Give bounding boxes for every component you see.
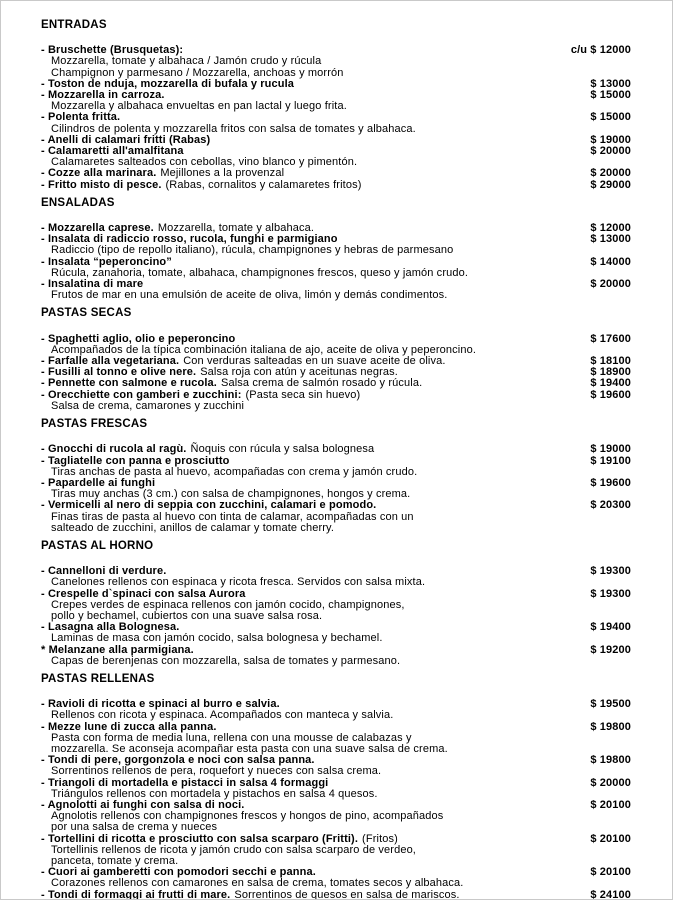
menu-item-price: $ 13000 [590,77,631,90]
menu-item [41,45,631,79]
menu-section [41,20,631,191]
menu-item-description: Triángulos rellenos con mortadela y pistachos en salsa 4 quesos. [51,787,378,800]
menu-section [41,541,631,667]
menu-item-description: Crepes verdes de espinaca rellenos con jamón cocido, champignones, [51,598,405,611]
menu-item-inline: Ñoquis con rúcula y salsa bolognesa [190,443,375,456]
menu-item-name: - Vermicelli al nero di seppia con zucchini, calamari e pomodo. [41,499,377,512]
menu-item-description: Capas de berenjenas con mozzarella, salsa de tomates y parmesano. [51,654,401,667]
menu-item [41,699,631,721]
menu-item-name: - Mezze lune di zucca alla panna. [41,720,217,733]
menu-item-line [41,112,631,123]
menu-item-price: $ 20000 [590,145,631,158]
menu-item-price: $ 20100 [590,798,631,811]
menu-item-name: * Melanzane alla parmigiana. [41,643,194,656]
menu-item-name: - Fritto misto di pesce. [41,178,162,191]
section-title: ENSALADAS [41,196,115,209]
section-items [41,334,631,412]
menu-item-name: - Farfalle alla vegetariana. [41,355,180,368]
menu-item-price: $ 19300 [590,587,631,600]
menu-item [41,566,631,588]
menu-item-name: - Polenta fritta. [41,111,121,124]
menu-item-name: - Cannelloni di verdure. [41,565,167,578]
menu-item-description: Rúcula, zanahoria, tomate, albahaca, champignones frescos, queso y jamón crudo. [51,266,469,279]
menu-item-price: $ 29000 [590,178,631,191]
menu-item-line [41,500,631,511]
menu-item-inline: (Pasta seca sin huevo) [245,388,361,401]
menu-item-description: Agnolotis rellenos con champignones frescos y hongos de pino, acompañados [51,810,444,823]
menu-item-name: - Pennette con salmone e rucola. [41,377,217,390]
menu-item [41,90,631,112]
menu-section [41,419,631,534]
section-items [41,566,631,667]
menu-item-description: salteado de zucchini, anillos de calamar y tomate cherry. [51,521,335,534]
menu-item-price: $ 20100 [590,832,631,845]
menu-item-inline: Con verduras salteadas en un suave aceite de oliva. [183,355,446,368]
menu-item-description: pollo y bechamel, cubiertos con una suave salsa rosa. [51,609,323,622]
menu-item-name: - Mozzarella in carroza. [41,89,165,102]
menu-item-name: - Triangoli di mortadella e pistacci in salsa 4 formaggi [41,776,329,789]
menu-item-description: Canelones rellenos con espinaca y ricota fresca. Servidos con salsa mixta. [51,576,426,589]
menu-item [41,180,631,191]
menu-item-description: Tiras muy anchas (3 cm.) con salsa de champignones, hongos y crema. [51,488,411,501]
menu-item-price: c/u $ 12000 [570,44,631,57]
menu-item-name: - Ravioli di ricotta e spinaci al burro e salvia. [41,698,280,711]
menu-item [41,146,631,168]
menu-item-description: Frutos de mar en una emulsión de aceite de oliva, limón y demás condimentos. [51,289,448,302]
menu-item-price: $ 13000 [590,233,631,246]
menu-item-name: - Cuori ai gamberetti con pomodori secchi e panna. [41,866,316,879]
menu-item [41,589,631,623]
menu-item-price: $ 19800 [590,720,631,733]
menu [41,20,631,900]
menu-item [41,622,631,644]
menu-item-price: $ 19600 [590,476,631,489]
menu-item [41,444,631,455]
menu-item-price: $ 20300 [590,499,631,512]
menu-item-name: - Cozze alla marinara. [41,167,157,180]
menu-item-inline: (Rabas, cornalitos y calamaretes fritos) [165,178,362,191]
section-title: ENTRADAS [41,19,107,31]
menu-item [41,390,631,412]
menu-item-price: $ 15000 [590,89,631,102]
menu-item [41,867,631,889]
menu-item-price: $ 15000 [590,111,631,124]
menu-item-line [41,180,631,191]
menu-item-inline: (Fritos) [362,832,398,845]
menu-item-description: Mozzarella y albahaca envueltas en pan lactal y luego frita. [51,100,347,113]
menu-item-price: $ 20000 [590,167,631,180]
menu-item-line [41,168,631,179]
menu-item-inline: Sorrentinos de quesos en salsa de mariscos. [234,888,460,900]
menu-section [41,674,631,900]
menu-item [41,112,631,134]
menu-item-price: $ 19400 [590,621,631,634]
menu-item-description: por una salsa de crema y nueces [51,821,218,834]
menu-item-line [41,444,631,455]
section-items [41,699,631,900]
menu-item [41,456,631,478]
menu-item-name: - Tondi di formaggi ai frutti di mare. [41,888,231,900]
section-title: PASTAS AL HORNO [41,539,154,552]
menu-item-name: - Toston de nduja, mozzarella di bufala y rucula [41,77,295,90]
menu-item-name: - Insalata di radiccio rosso, rucola, funghi e parmigiano [41,233,338,246]
menu-item-name: - Crespelle d`spinaci con salsa Aurora [41,587,246,600]
menu-item-name: - Tagliatelle con panna e prosciutto [41,454,230,467]
menu-item-name: - Agnolotti ai funghi con salsa di noci. [41,798,245,811]
menu-item-name: - Spaghetti aglio, olio e peperoncino [41,332,236,345]
menu-item-description: Calamaretes salteados con cebollas, vino blanco y pimentón. [51,156,358,169]
menu-item [41,500,631,534]
menu-item [41,800,631,834]
menu-item-name: - Bruschette (Brusquetas): [41,44,184,57]
menu-item-price: $ 12000 [590,222,631,235]
menu-item-price: $ 20000 [590,278,631,291]
section-title: PASTAS FRESCAS [41,418,148,431]
section-items [41,45,631,191]
menu-item-name: - Tondi di pere, gorgonzola e noci con salsa panna. [41,754,315,767]
menu-item [41,890,631,900]
menu-item [41,834,631,868]
menu-item-line [41,378,631,389]
menu-item-description: Rellenos con ricota y espinaca. Acompañados con manteca y salvia. [51,709,394,722]
menu-item [41,168,631,179]
menu-item-description: mozzarella. Se aconseja acompañar esta pasta con una suave salsa de crema. [51,742,448,755]
menu-item-description: Tortellinis rellenos de ricota y jamón crudo con salsa scarparo de verdeo, [51,843,417,856]
menu-item-price: $ 18900 [590,366,631,379]
menu-item-description: Corazones rellenos con camarones en salsa de crema, tomates secos y albahaca. [51,877,464,890]
menu-item-inline: Salsa roja con atún y aceitunas negras. [200,366,398,379]
menu-item-inline: Salsa crema de salmón rosado y rúcula. [221,377,423,390]
menu-item-description: Cilindros de polenta y mozzarella fritos con salsa de tomates y albahaca. [51,122,416,135]
menu-item-description: panceta, tomate y crema. [51,855,179,867]
menu-item [41,478,631,500]
menu-item [41,234,631,256]
menu-item [41,778,631,800]
menu-item-name: - Orecchiette con gamberi e zucchini: [41,388,242,401]
menu-section [41,198,631,302]
menu-item-price: $ 19200 [590,643,631,656]
menu-item-name: - Lasagna alla Bolognesa. [41,621,180,634]
menu-item-price: $ 17600 [590,332,631,345]
menu-item-name: - Mozzarella caprese. [41,222,154,235]
menu-item-name: - Papardelle ai funghi [41,476,156,489]
menu-item-price: $ 20000 [590,776,631,789]
section-title: PASTAS SECAS [41,307,132,320]
menu-item-name: - Insalatina di mare [41,278,144,291]
menu-item-name: - Calamaretti all'amalfitana [41,145,184,158]
menu-item [41,755,631,777]
menu-item-price: $ 14000 [590,255,631,268]
menu-item-description: Pasta con forma de media luna, rellena con una mousse de calabazas y [51,731,412,744]
menu-item-price: $ 19100 [590,454,631,467]
menu-item-line [41,890,631,900]
menu-item [41,378,631,389]
menu-item-description: Finas tiras de pasta al huevo con tinta de calamar, acompañadas con un [51,510,414,523]
menu-section [41,308,631,412]
menu-item-price: $ 19300 [590,565,631,578]
menu-item [41,645,631,667]
menu-item [41,257,631,279]
menu-item [41,722,631,756]
menu-item-name: - Anelli di calamari fritti (Rabas) [41,133,211,146]
menu-item-price: $ 19400 [590,377,631,390]
menu-item [41,279,631,301]
menu-item-inline: Mozzarella, tomate y albahaca. [157,222,315,235]
menu-item-price: $ 19000 [590,443,631,456]
menu-item [41,334,631,356]
menu-item-name: - Tortellini di ricotta e prosciutto con salsa scarparo (Fritti). [41,832,359,845]
menu-item-price: $ 19800 [590,754,631,767]
menu-item-inline: Mejillones a la provenzal [160,167,285,180]
menu-item-description: Acompañados de la típica combinación italiana de ajo, aceite de oliva y peperoncino. [51,343,477,356]
menu-item-description: Sorrentinos rellenos de pera, roquefort y nueces con salsa crema. [51,765,382,778]
menu-item-name: - Fusilli al tonno e olive nere. [41,366,197,379]
menu-item-price: $ 24100 [590,888,631,900]
section-title: PASTAS RELLENAS [41,672,155,685]
menu-item-name: - Gnocchi di rucola al ragù. [41,443,187,456]
menu-item-description: Salsa de crema, camarones y zucchini [51,399,245,412]
menu-item-name: - Insalata “peperoncino” [41,255,172,268]
menu-item-description: Champignon y parmesano / Mozzarella, anchoas y morrón [51,66,344,79]
menu-item-price: $ 18100 [590,355,631,368]
section-items [41,444,631,534]
menu-item-price: $ 20100 [590,866,631,879]
menu-item-description: Tiras anchas de pasta al huevo, acompañadas con crema y jamón crudo. [51,465,418,478]
menu-item-price: $ 19000 [590,133,631,146]
menu-item-description: Mozzarella, tomate y albahaca / Jamón crudo y rúcula [51,55,322,68]
menu-item-description: Radiccio (tipo de repollo italiano), rúcula, champignones y hebras de parmesano [51,244,454,257]
menu-item-price: $ 19500 [590,698,631,711]
section-items [41,223,631,301]
menu-item-description: Laminas de masa con jamón cocido, salsa bolognesa y bechamel. [51,632,383,645]
menu-item-price: $ 19600 [590,388,631,401]
